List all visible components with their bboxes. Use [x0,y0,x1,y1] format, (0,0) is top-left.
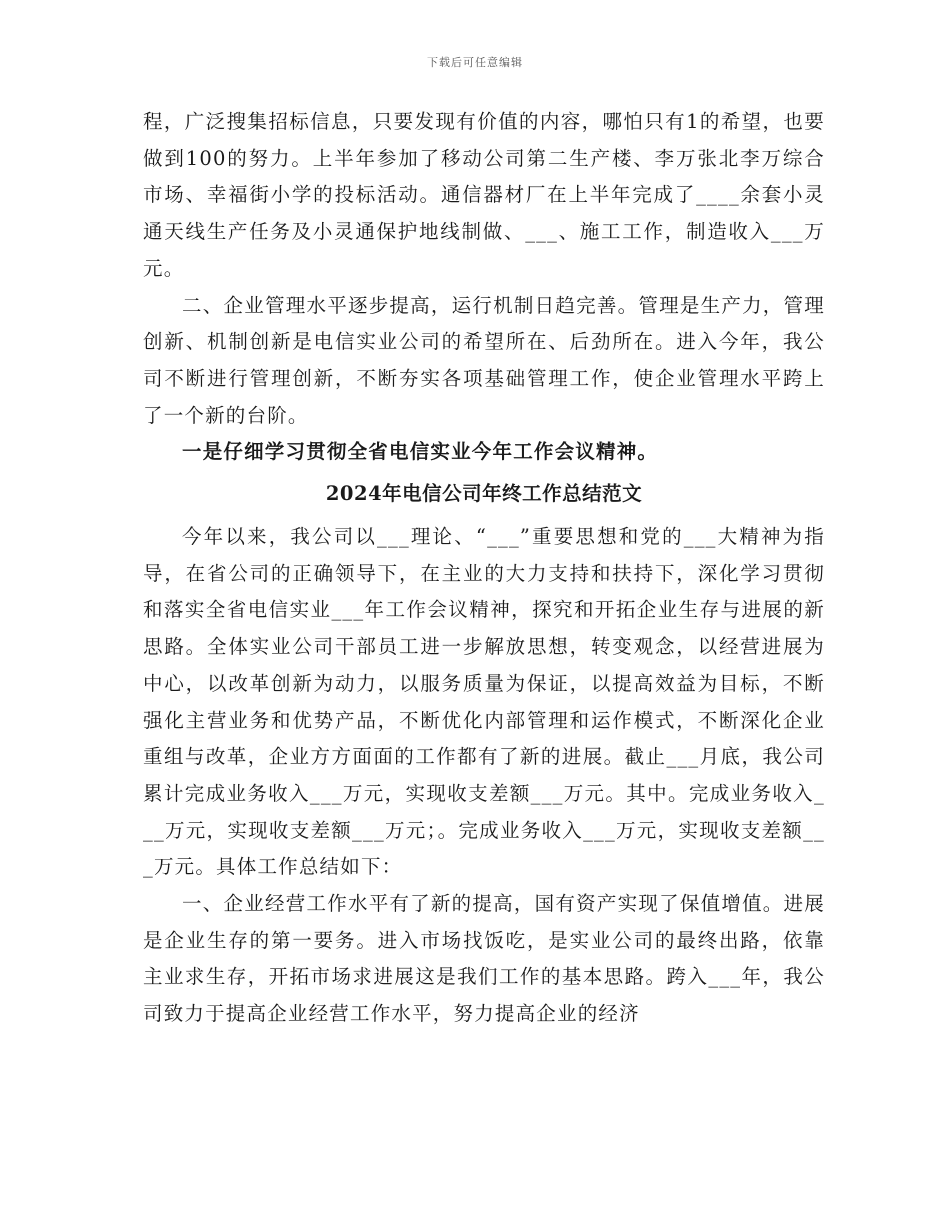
paragraph-study-spirit: 一是仔细学习贯彻全省电信实业今年工作会议精神。 [182,440,659,464]
document-title: 2024年电信公司年终工作总结范文 [325,482,643,506]
paragraph-continuation: 程，广泛搜集招标信息，只要发现有价值的内容，哪怕只有1的希望，也要做到100的努力。上半年参加了移动公司第二生产楼、李万张北李万综合市场、幸福街小学的投标活动。通信器材厂在上半年完成了____余套小灵通天线生产任务及小灵通保护地线制做、___、施工工作，制造收入___万元。 [143,110,825,280]
header-note: 下载后可任意编辑 [427,56,523,69]
paragraph-business: 一、企业经营工作水平有了新的提高，国有资产实现了保值增值。进展是企业生存的第一要务。进入市场找饭吃，是实业公司的最终出路，依靠主业求生存，开拓市场求进展这是我们工作的基本思路。跨入___年，我公司致力于提高企业经营工作水平，努力提高企业的经济 [143,892,825,1026]
paragraph-intro: 今年以来，我公司以___理论、“___”重要思想和党的___大精神为指导，在省公司的正确领导下，在主业的大力支持和扶持下，深化学习贯彻和落实全省电信实业___年工作会议精神，探究和开拓企业生存与进展的新思路。全体实业公司干部员工进一步解放思想，转变观念，以经营进展为中心，以改革创新为动力，以服务质量为保证，以提高效益为目标，不断强化主营业务和优势产品，不断优化内部管理和运作模式，不断深化企业重组与改革，企业方方面面的工作都有了新的进展。截止___月底，我公司累计完成业务收入___万元，实现收支差额___万元。其中。完成业务收入___万元，实现收支差额___万元；。完成业务收入___万元，实现收支差额___万元。具体工作总结如下： [143,525,825,879]
paragraph-management: 二、企业管理水平逐步提高，运行机制日趋完善。管理是生产力，管理创新、机制创新是电信实业公司的希望所在、后劲所在。进入今年，我公司不断进行管理创新，不断夯实各项基础管理工作，使企业管理水平跨上了一个新的台阶。 [143,293,825,427]
document-body [143,104,825,1033]
